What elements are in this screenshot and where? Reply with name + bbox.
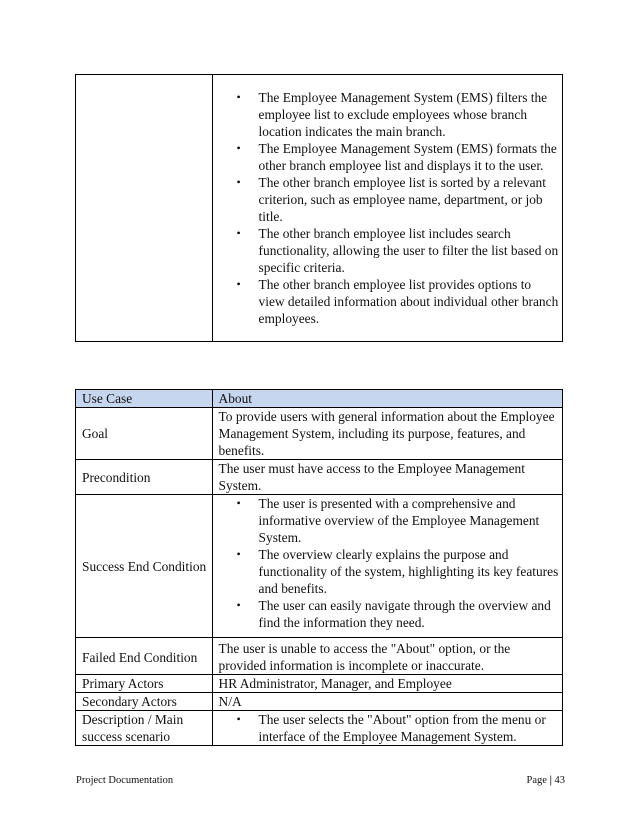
use-case-table (75, 389, 563, 746)
failed-value: The user is unable to access the "About" option, or the provided information is incomplete or inaccurate. (212, 638, 562, 675)
table-row (76, 711, 563, 746)
header-label: Use Case (76, 390, 213, 408)
table-row (76, 460, 563, 495)
empty-label-cell (76, 75, 213, 342)
list-item: • The Employee Management System (EMS) filters the employee list to exclude employees whose branch location indicates the main branch. (219, 89, 559, 140)
bullet-list (219, 495, 559, 631)
page-separator: | (549, 775, 552, 786)
description-label: Description / Main success scenario (76, 711, 213, 746)
precondition-value: The user must have access to the Employee Management System. (212, 460, 562, 495)
page-number (527, 775, 565, 786)
list-item: • The Employee Management System (EMS) formats the other branch employee list and displays it to the user. (219, 140, 559, 174)
goal-value: To provide users with general information about the Employee Management System, including its purpose, features, and benefits. (212, 408, 562, 460)
table-row (76, 495, 563, 638)
list-item: • The other branch employee list includes search functionality, allowing the user to filter the list based on specific criteria. (219, 225, 559, 276)
footer-title: Project Documentation (76, 775, 174, 786)
success-label: Success End Condition (76, 495, 213, 638)
table-row (76, 693, 563, 711)
list-item: • The other branch employee list is sorted by a relevant criterion, such as employee name, department, or job title. (219, 174, 559, 225)
table-row (76, 75, 563, 342)
continued-table (75, 74, 563, 342)
precondition-label: Precondition (76, 460, 213, 495)
primary-actors-label: Primary Actors (76, 675, 213, 693)
page-number-value: 43 (554, 775, 565, 786)
table-header-row (76, 390, 563, 408)
secondary-actors-value: N/A (212, 693, 562, 711)
table-row (76, 408, 563, 460)
table-row (76, 638, 563, 675)
success-value (212, 495, 562, 638)
list-item: • The overview clearly explains the purpose and functionality of the system, highlighting its key features and benefits. (219, 546, 559, 597)
goal-label: Goal (76, 408, 213, 460)
list-item: • The user is presented with a comprehensive and informative overview of the Employee Management System. (219, 495, 559, 546)
list-item: • The user selects the "About" option from the menu or interface of the Employee Management System. (219, 711, 559, 745)
table-row (76, 675, 563, 693)
bullet-list (219, 89, 559, 327)
list-item: • The other branch employee list provides options to view detailed information about individual other branch employees. (219, 276, 559, 327)
failed-label: Failed End Condition (76, 638, 213, 675)
page-label: Page (526, 775, 547, 786)
secondary-actors-label: Secondary Actors (76, 693, 213, 711)
bullet-cell (212, 75, 562, 342)
list-item: • The user can easily navigate through the overview and find the information they need. (219, 597, 559, 631)
header-value: About (212, 390, 562, 408)
primary-actors-value: HR Administrator, Manager, and Employee (212, 675, 562, 693)
bullet-list (219, 711, 559, 745)
description-value (212, 711, 562, 746)
